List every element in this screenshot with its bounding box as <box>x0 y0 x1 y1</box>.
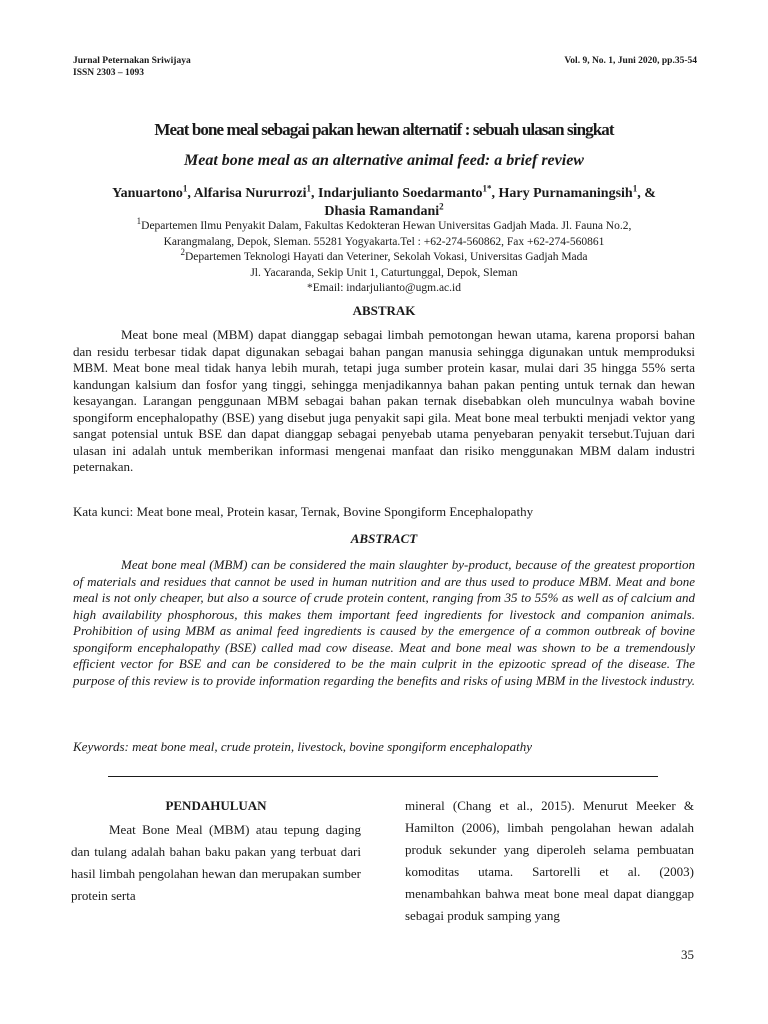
author-name: Yanuartono <box>112 186 183 201</box>
journal-name: Jurnal Peternakan Sriwijaya <box>73 56 191 66</box>
keywords: Keywords: meat bone meal, crude protein, livestock, bovine spongiform encephalopathy <box>73 739 532 754</box>
author-separator: , & <box>637 186 656 201</box>
intro-left-column <box>71 796 361 907</box>
intro-text-left: Meat Bone Meal (MBM) atau tepung daging dan tulang adalah bahan baku pakan yang terbuat dari hasil limbah pengolahan hewan dan merupakan sumber protein serta <box>71 822 361 903</box>
journal-header <box>73 55 191 79</box>
abstrak-heading: ABSTRAK <box>352 303 416 318</box>
section-divider <box>108 776 658 777</box>
author-name: , Hary Purnamaningsih <box>491 186 633 201</box>
author-name: Dhasia Ramandani <box>324 204 440 219</box>
author-affil-mark: 1 <box>306 183 311 194</box>
affiliations <box>73 216 695 297</box>
affiliation-line: Departemen Teknologi Hayati dan Veteriner, Sekolah Vokasi, Universitas Gadjah Mada <box>184 251 588 263</box>
page-number: 35 <box>681 947 694 962</box>
intro-text-right: mineral (Chang et al., 2015). Menurut Meeker & Hamilton (2006), limbah pengolahan hewan adalah produk sekunder yang diperoleh selama pembuatan komoditas utama. Sartorelli et al. (2003) menambahkan bahwa meat bone meal dapat dianggap sebagai produk samping yang <box>405 798 694 923</box>
affil-mark: 2 <box>180 247 185 258</box>
title-indonesian: Meat bone meal sebagai pakan hewan alternatif : sebuah ulasan singkat <box>154 120 614 139</box>
volume-info: Vol. 9, No. 1, Juni 2020, pp.35-54 <box>564 56 697 66</box>
affil-mark: 1 <box>136 216 142 227</box>
author-affil-mark: 1 <box>632 183 638 194</box>
abstract-text: Meat bone meal (MBM) can be considered the main slaughter by-product, because of the greatest proportion of materials and residues that cannot be used in human nutrition and are thus used to produce MBM. Meat and bone meal is not only cheaper, but also a source of crude protein content, ranging from 35 to 55% as well as of calcium and high availability phosphorous, this makes them important feed ingredients for livestock and companion animals. Prohibition of using MBM as animal feed ingredients is caused by the emergence of a common outbreak of bovine spongiform encephalopathy (BSE) called mad cow disease. Meat and bone meal was shown to be a tremendously efficient vector for BSE and can be considered to be the main culprit in the epizootic spread of the disease. The purpose of this review is to provide information regarding the benefits and risks of using MBM in the livestock industry. <box>73 557 696 688</box>
affiliation-line: Departemen Ilmu Penyakit Dalam, Fakultas Kedokteran Hewan Universitas Gadjah Mada. Jl. Fauna No.2, <box>141 220 632 232</box>
author-name: , Alfarisa Nururrozi <box>187 186 307 201</box>
author-name: , Indarjulianto Soedarmanto <box>311 186 483 201</box>
abstrak-text: Meat bone meal (MBM) dapat dianggap sebagai limbah pemotongan hewan utama, karena proporsi bahan dan residu terbesar tidak dapat digunakan sebagai bahan pangan manusia sehingga digunakan untuk memproduksi MBM. Meat bone meal tidak hanya lebih murah, tetapi juga sumber protein kasar, mulai dari 35 hingga 55% serta kandungan kalsium dan fosfor yang tinggi, sehingga menjadikannya bahan pakan penting untuk ternak dan hewan kesayangan. Larangan penggunaan MBM sebagai bahan pakan ternak disebabkan oleh munculnya wabah bovine spongiform encephalopathy (BSE) yang disebut juga penyakit sapi gila. Meat bone meal terbukti menjadi vektor yang sangat potensial untuk BSE dan dapat dianggap sebagai penyebab utama penyebaran penyakit tersebut.Tujuan dari ulasan ini adalah untuk memberikan informasi mengenai manfaat dan risiko menggunakan MBM dalam industri peternakan. <box>73 327 695 474</box>
affiliation-line: Karangmalang, Depok, Sleman. 55281 Yogyakarta.Tel : +62-274-560862, Fax +62-274-560861 <box>163 235 605 248</box>
author-affil-mark: 1 <box>182 183 188 194</box>
affiliation-line: Jl. Yacaranda, Sekip Unit 1, Caturtunggal, Depok, Sleman <box>250 266 518 279</box>
intro-right-column <box>405 795 694 927</box>
issn: ISSN 2303 – 1093 <box>73 68 144 78</box>
abstract-heading: ABSTRACT <box>350 531 418 546</box>
corresponding-email: *Email: indarjulianto@ugm.ac.id <box>307 282 461 294</box>
kata-kunci: Kata kunci: Meat bone meal, Protein kasar, Ternak, Bovine Spongiform Encephalopathy <box>73 504 534 519</box>
author-affil-mark: 1* <box>482 183 492 194</box>
author-list <box>73 185 695 221</box>
intro-heading: PENDAHULUAN <box>165 798 267 813</box>
title-english: Meat bone meal as an alternative animal feed: a brief review <box>184 152 584 169</box>
author-affil-mark: 2 <box>439 201 444 212</box>
